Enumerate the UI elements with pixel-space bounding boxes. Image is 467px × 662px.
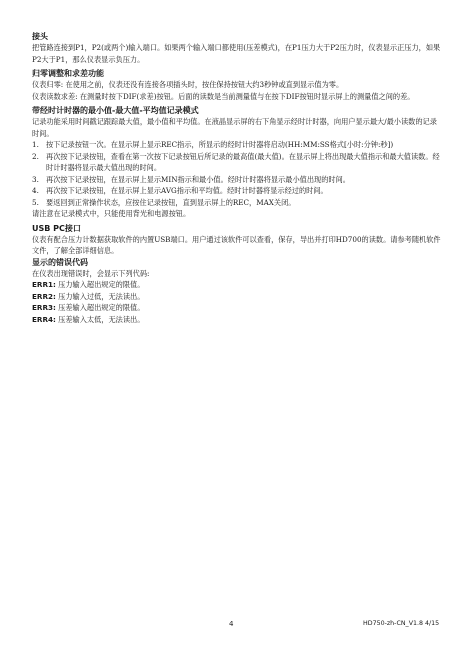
errors-heading: 显示的错误代码 <box>32 257 88 267</box>
step-text: 再次按下记录按钮，查看在第一次按下记录按钮后所记录的最高值(最大值)。在显示屏上将出现最大值指示和最大值读数。经时计时器将显示最大值出现的时间。 <box>46 151 440 172</box>
record-intro: 记录功能采用时间戳记跟踪最大值，最小值和平均值。在液晶显示屏的右下角显示经时计时器，向用户显示最大/最小读数的记录时间。 <box>32 117 437 138</box>
error-description: 压力输入过低，无法读出。 <box>58 291 145 301</box>
record-note: 请注意在记录模式中，只能使用背光和电源按钮。 <box>32 209 191 218</box>
record-heading: 带经时计时器的最小值-最大值-平均值记录模式 <box>32 106 199 115</box>
error-code: ERR4: <box>32 314 56 324</box>
step-number: 5. <box>32 197 39 207</box>
usb-paragraph: 仪表有配合压力计数据获取软件的内置USB端口。用户通过该软件可以查看，保存，导出并打印HD700的读数。请参考随机软件文件，了解全部详细信息。 <box>32 234 441 255</box>
page-content <box>32 31 442 325</box>
error-code: ERR2: <box>32 291 56 301</box>
section-error-codes <box>32 257 442 326</box>
list-item <box>32 185 442 197</box>
record-steps-list <box>32 139 442 208</box>
list-item <box>32 174 442 186</box>
error-description: 压差输入太低，无法读出。 <box>58 314 145 324</box>
error-code: ERR1: <box>32 280 56 289</box>
zero-paragraph: 仪表归零: 在使用之前，仪表还没有连接各项插头时，按住保持按钮大约3秒钟或直到显示值为零。 <box>32 80 344 89</box>
error-description: 压力输入超出规定的限值。 <box>58 280 145 289</box>
step-number: 1. <box>32 140 39 149</box>
list-item <box>32 279 442 291</box>
section-zero-and-diff <box>32 68 442 102</box>
diff-paragraph: 仪表读数求差: 在测量时按下DIF(求差)按钮。后面的读数是当前测量值与在按下DIF按钮时显示屏上的测量值之间的差。 <box>32 91 415 101</box>
section-connection <box>32 31 442 65</box>
page-number: 4 <box>229 620 234 628</box>
list-item <box>32 291 442 303</box>
error-description: 压差输入超出规定的限值。 <box>58 303 145 312</box>
step-number: 2. <box>32 151 39 161</box>
list-item <box>32 314 442 326</box>
list-item <box>32 139 442 151</box>
step-number: 3. <box>32 174 39 184</box>
connection-paragraph: 把管路连接到P1，P2(或两个)输入端口。如果两个输入端口都使用(压差模式)，在P1压力大于P2压力时，仪表显示正压力，如果P2大于P1，那么仪表显示负压力。 <box>32 43 441 64</box>
document-id: HD750-zh-CN_V1.8 4/15 <box>363 620 440 627</box>
zero-heading: 归零调整和求差功能 <box>32 69 104 78</box>
step-text: 按下记录按钮一次。在显示屏上显示REC指示，所显示的经时计时器将启动(HH:MM:SS格式[小时:分钟:秒]) <box>46 140 394 149</box>
list-item <box>32 197 442 209</box>
list-item <box>32 151 442 174</box>
step-text: 再次按下记录按钮，在显示屏上显示MIN指示和最小值。经时计时器将显示最小值出现的时间。 <box>46 174 350 184</box>
list-item <box>32 302 442 314</box>
usb-heading: USB PC接口 <box>32 223 81 233</box>
step-number: 4. <box>32 186 39 195</box>
errors-intro: 在仪表出现错误时，会显示下列代码: <box>32 268 150 278</box>
step-text: 再次按下记录按钮，在显示屏上显示AVG指示和平均值。经时计时器将显示经过的时间。 <box>46 186 328 195</box>
step-text: 要返回到正常操作状态，应按住记录按钮，直到显示屏上的REC，MAX关闭。 <box>46 197 296 207</box>
section-usb <box>32 223 442 257</box>
section-record-mode <box>32 105 442 220</box>
error-code: ERR3: <box>32 303 56 312</box>
connection-heading: 接头 <box>32 32 48 41</box>
